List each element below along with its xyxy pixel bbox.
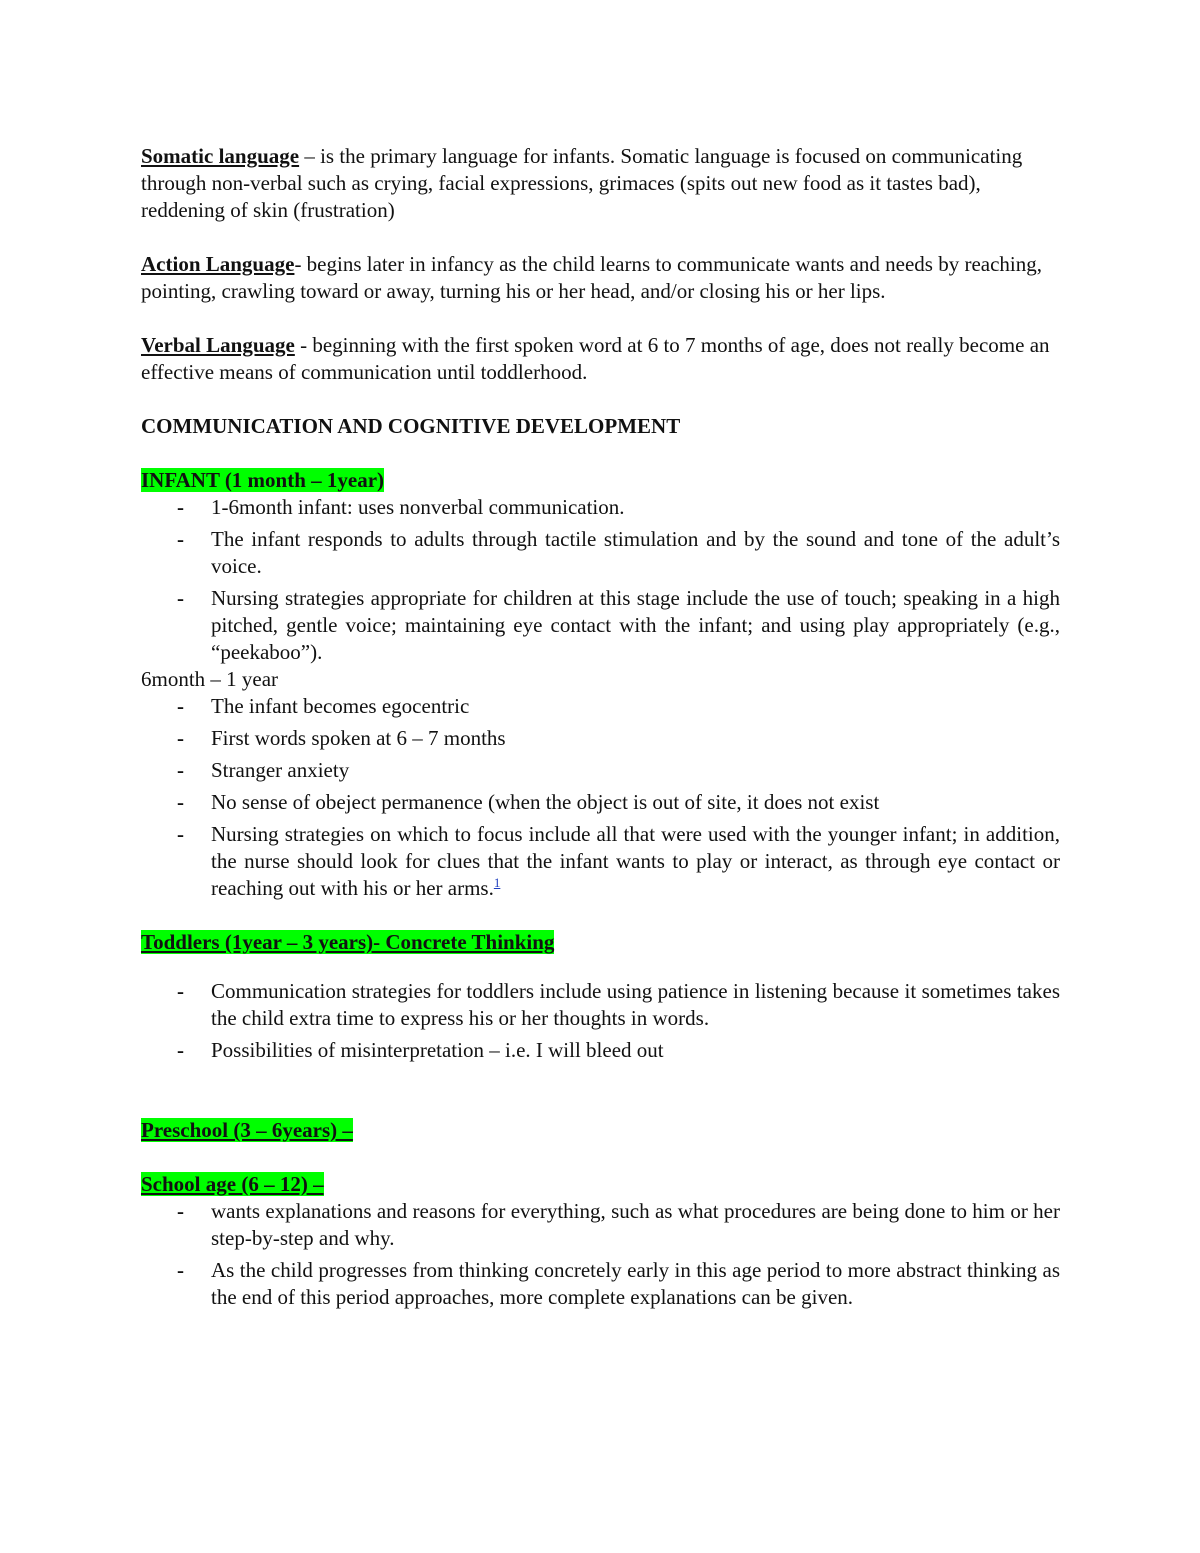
list-item: - The infant responds to adults through tactile stimulation and by the sound and tone of the adult’s voice. (177, 527, 1060, 578)
action-paragraph (141, 251, 1060, 305)
toddlers-heading: Toddlers (1year – 3 years)- Concrete Thinking (141, 930, 555, 954)
list-item: - wants explanations and reasons for everything, such as what procedures are being done to him or her step-by-step and why. (177, 1199, 1060, 1250)
school-age-list (141, 1198, 1060, 1311)
list-item: - Possibilities of misinterpretation – i.e. I will bleed out (177, 1038, 664, 1062)
dash-bullet: - (177, 822, 184, 846)
action-term: Action Language (141, 252, 295, 276)
somatic-paragraph (141, 143, 1060, 224)
list-item: - As the child progresses from thinking concretely early in this age period to more abstract thinking as the end of this period approaches, more complete explanations can be given. (177, 1258, 1060, 1309)
verbal-paragraph (141, 332, 1060, 386)
dash-bullet: - (177, 586, 184, 610)
infant-list (141, 494, 1060, 666)
toddlers-heading-line (141, 929, 1060, 956)
list-item: - No sense of obeject permanence (when the object is out of site, it does not exist (177, 790, 880, 814)
school-age-heading-line (141, 1171, 1060, 1198)
dash-bullet: - (177, 1258, 184, 1282)
preschool-heading-line (141, 1117, 1060, 1144)
list-item: - First words spoken at 6 – 7 months (177, 726, 506, 750)
list-item: - Communication strategies for toddlers include using patience in listening because it sometimes takes the child extra time to express his or her thoughts in words. (177, 979, 1060, 1030)
list-item: - Nursing strategies on which to focus include all that were used with the younger infant; in addition, the nurse should look for clues that the infant wants to play or interact, as through eye contact or reaching out with his or her arms.$^1$ (177, 822, 1060, 900)
list-item: - Nursing strategies appropriate for children at this stage include the use of touch; speaking in a high pitched, gentle voice; maintaining eye contact with the infant; and using play appropriately (e.g., “peekaboo”). (177, 586, 1060, 664)
list-item: - Stranger anxiety (177, 758, 350, 782)
toddlers-list (141, 978, 1060, 1064)
verbal-text: - beginning with the first spoken word at 6 to 7 months of age, does not really become an effective means of communication until toddlerhood. (141, 333, 1050, 384)
dash-bullet: - (177, 1199, 184, 1223)
main-heading: COMMUNICATION AND COGNITIVE DEVELOPMENT (141, 414, 681, 438)
dash-bullet: - (177, 726, 184, 750)
infant-heading-line (141, 467, 1060, 494)
dash-bullet: - (177, 495, 184, 519)
dash-bullet: - (177, 527, 184, 551)
preschool-heading: Preschool (3 – 6years) – (141, 1118, 353, 1142)
action-text: - begins later in infancy as the child learns to communicate wants and needs by reaching, pointing, crawling toward or away, turning his or her head, and/or closing his or her lips. (141, 252, 1043, 303)
list-item: - The infant becomes egocentric (177, 694, 470, 718)
somatic-term: Somatic language (141, 144, 300, 168)
footnote-link[interactable]: 1 (493, 875, 501, 890)
school-age-heading: School age (6 – 12) – (141, 1172, 324, 1196)
somatic-text: – is the primary language for infants. Somatic language is focused on communicating through non-verbal such as crying, facial expressions, grimaces (spits out new food as it tastes bad), reddening of skin (frustration) (141, 144, 1023, 222)
dash-bullet: - (177, 979, 184, 1003)
infant-sub-list (141, 693, 1060, 902)
dash-bullet: - (177, 758, 184, 782)
infant-heading: INFANT (1 month – 1year) (141, 468, 385, 492)
infant-sub-label: 6month – 1 year (141, 667, 279, 691)
dash-bullet: - (177, 1038, 184, 1062)
list-item: - 1-6month infant: uses nonverbal communication. (177, 495, 625, 519)
dash-bullet: - (177, 790, 184, 814)
dash-bullet: - (177, 694, 184, 718)
verbal-term: Verbal Language (141, 333, 295, 357)
